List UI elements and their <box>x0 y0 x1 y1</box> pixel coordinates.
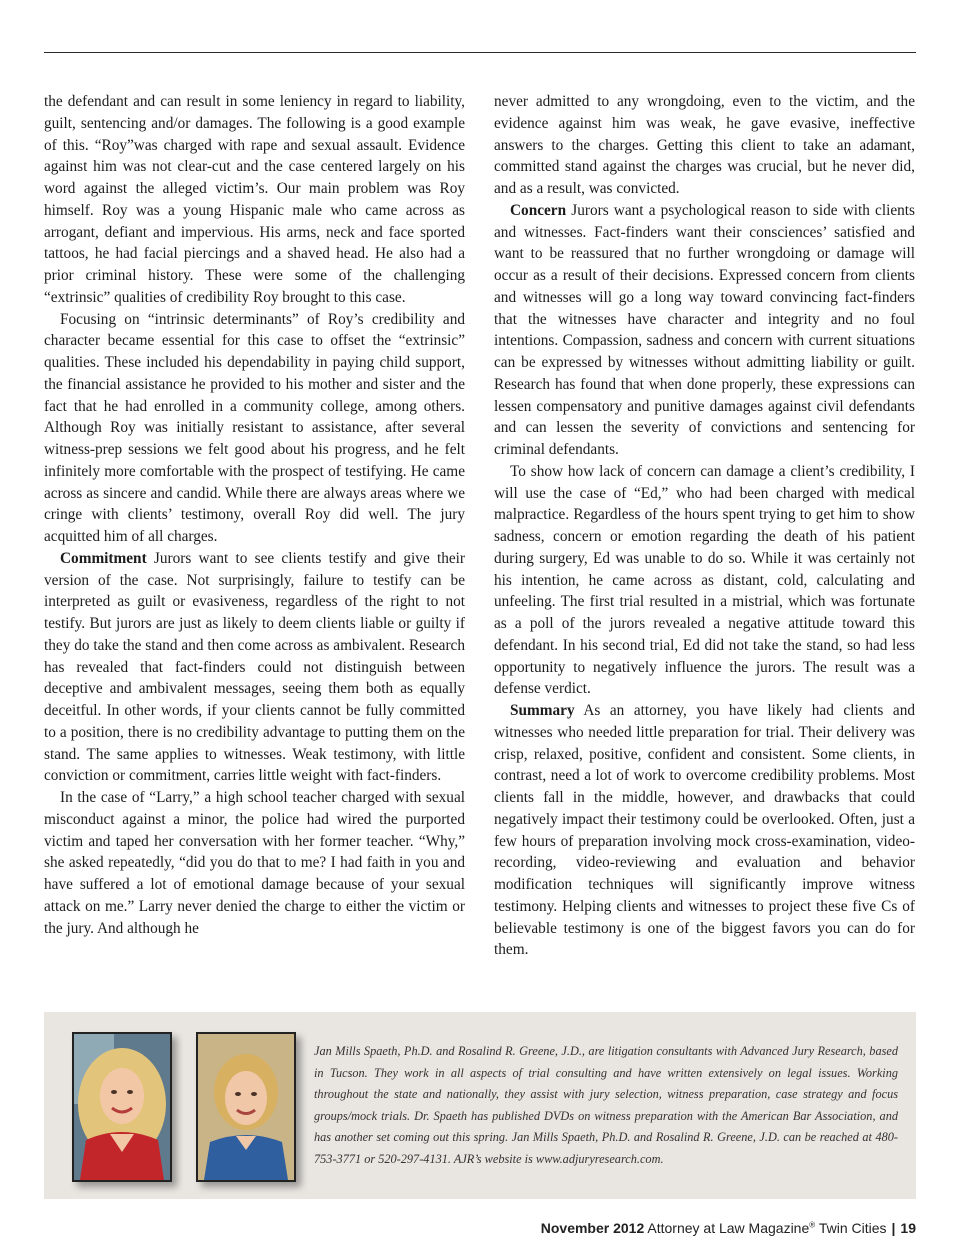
portrait-image <box>74 1034 170 1180</box>
left-paragraph-2: Focusing on “intrinsic determinants” of Roy’s credibility and character became essential for this case to offset the “extrinsic” qualities. These included his dependability in paying child support, the financial assistance he provided to his mother and sister and the fact that he had enrolled in a community college, among others. Although Roy was initially resistant to assistance, after several witness-prep sessions we felt good about his progress, and he felt infinitely more comfortable with the prospect of testifying. He came across as sincere and candid. While there are always areas where we cringe with clients’ testimony, overall Roy did well. The jury acquitted him of all charges. <box>44 310 465 545</box>
concern-heading: Concern <box>510 201 567 219</box>
portrait-image <box>198 1034 294 1180</box>
summary-heading: Summary <box>510 702 575 719</box>
author-bio-box <box>44 1012 916 1199</box>
top-rule <box>44 52 916 53</box>
commitment-text: Jurors want to see clients testify and give their version of the case. Not surprisingly, failure to testify can be interpreted as guilt or evasiveness, regardless of the right to not testify. But jurors are just as likely to deem clients liable or guilty if they do take the stand and then come across as ambivalent. Research has revealed that fact-finders could not distinguish between deceptive and ambivalent messages, seeing them both as equally deceitful. In other words, if your clients cannot be fully committed to a position, there is no credibility advantage to putting them on the stand. The same applies to witnesses. Weak testimony, with little conviction or commitment, carries little weight with fact-finders. <box>44 549 465 785</box>
page-number: 19 <box>900 1220 916 1236</box>
left-paragraph-3 <box>44 548 465 787</box>
footer-edition: Twin Cities <box>818 1220 887 1236</box>
author-photo-greene <box>196 1032 296 1182</box>
summary-text: As an attorney, you have likely had clients and witnesses who needed little preparation for trial. Their delivery was crisp, relaxed, positive, confident and consistent. Some clients, in contrast, need a lot of work to overcome credibility problems. Most clients fall in the middle, however, and drawbacks that could negatively impact their testimony could be overlooked. Often, just a few hours of preparation involving mock cross-examination, video-recording, video-reviewing and evaluation and behavior modification techniques will significantly improve witness testimony. Helping clients and witnesses to project these five Cs of believable testimony is one of the biggest favors you can do for them. <box>494 702 915 959</box>
left-column <box>44 91 465 939</box>
right-column <box>494 91 915 961</box>
page-footer <box>541 1220 916 1236</box>
right-paragraph-2 <box>494 200 915 461</box>
right-paragraph-4 <box>494 700 915 961</box>
author-photo-spaeth <box>72 1032 172 1182</box>
left-paragraph-1: the defendant and can result in some leniency in regard to liability, guilt, sentencing and/or damages. The following is a good example of this. “Roy”was charged with rape and sexual assault. Evidence against him was not clear-cut and the case centered largely on his word against the alleged victim’s. Our main problem was Roy himself. Roy was a young Hispanic male who came across as arrogant, defiant and impervious. His arms, neck and face sported tattoos, he had facial piercings and a shaved head. He also had a prior criminal history. These were some of the challenging “extrinsic” qualities of credibility Roy brought to this case. <box>44 93 465 306</box>
left-paragraph-4: In the case of “Larry,” a high school teacher charged with sexual misconduct against a minor, the police had wired the purported victim and taped her conversation with her former teacher. “Why,” she asked repeatedly, “did you do that to me? I had faith in you and have suffered a lot of emotional damage because of your sexual attack on me.” Larry never denied the charge to either the victim or the jury. And although he <box>44 789 465 937</box>
author-bio-text: Jan Mills Spaeth, Ph.D. and Rosalind R. Greene, J.D., are litigation consultants with Advanced Jury Research, based in Tucson. They work in all aspects of trial consulting and have written extensively on legal issues. Working throughout the state and nationally, they assist with jury selection, witness preparation, case strategy and focus groups/mock trials. Dr. Spaeth has published DVDs on witness preparation with the American Bar Association, and has another set coming out this spring. Jan Mills Spaeth, Ph.D. and Rosalind R. Greene, J.D. can be reached at 480-753-3771 or 520-297-4131. AJR’s website is www.adjuryresearch.com. <box>314 1044 898 1166</box>
concern-text: Jurors want a psychological reason to side with clients and witnesses. Fact-finders want their consciences’ satisfied and want to be reassured that no further wrongdoing or damage will occur as a result of their decisions. Expressed concern from clients and witnesses will go a long way toward convincing fact-finders that the witnesses have character and integrity and no foul intentions. Compassion, sadness and concern with current situations can be expressed by witnesses without admitting liability or guilt. Research has found that when done properly, these expressions can lessen compensatory and punitive damages against civil defendants and can lessen the severity of convictions and sentencing for criminal defendants. <box>494 201 915 458</box>
footer-separator: | <box>891 1220 896 1236</box>
right-paragraph-1: never admitted to any wrongdoing, even to the victim, and the evidence against him was weak, he gave evasive, ineffective answers to the charges. Getting this client to take an adamant, committed stand against the charges was crucial, but he never did, and as a result, was convicted. <box>494 93 915 197</box>
registered-mark: ® <box>809 1220 816 1230</box>
footer-magazine: Attorney at Law Magazine <box>647 1220 810 1236</box>
commitment-heading: Commitment <box>60 549 147 567</box>
footer-month: November 2012 <box>540 1220 645 1236</box>
right-paragraph-3: To show how lack of concern can damage a client’s credibility, I will use the case of “Ed,” who had been charged with medical malpractice. Regardless of the hours spent trying to get him to show sadness, concern or emotion regarding the death of his patient during surgery, Ed was unable to do so. While it was certainly not his intention, he came across as distant, cold, calculating and unfeeling. The first trial resulted in a mistrial, which was fortunate as a poll of the jurors revealed a negative attitude toward this defendant. In his second trial, Ed did not take the stand, so had less opportunity to negatively influence the jurors. The result was a defense verdict. <box>494 462 915 698</box>
